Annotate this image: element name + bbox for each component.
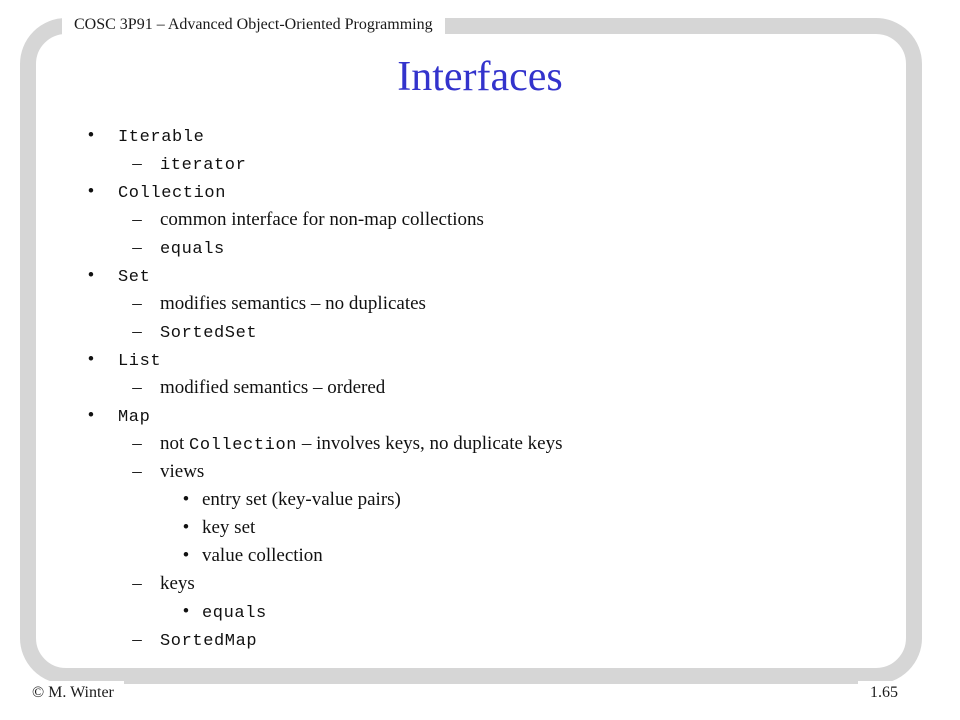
list-item-keys [132, 570, 195, 598]
list-item-collection-equals [132, 234, 225, 262]
bullet-marker: • [87, 125, 95, 146]
item-text: Map [118, 408, 151, 427]
item-code: Collection [189, 436, 298, 455]
bullet-marker: • [87, 405, 95, 426]
item-text: key set [202, 517, 256, 538]
bullet-marker: • [87, 181, 95, 202]
page-number: 1.65 [858, 681, 908, 705]
dash-marker: – [132, 321, 142, 342]
list-item-sortedmap [132, 626, 258, 654]
bullet-marker: • [87, 349, 95, 370]
dash-marker: – [132, 293, 142, 314]
item-text: not [160, 433, 190, 454]
item-text: common interface for non-map collections [160, 209, 484, 230]
slide-title: Interfaces [397, 54, 563, 100]
dash-marker: – [132, 461, 142, 482]
item-text: equals [160, 240, 225, 259]
dash-marker: – [132, 433, 142, 454]
item-text: – involves keys, no duplicate keys [297, 433, 563, 454]
item-text: SortedSet [160, 324, 258, 343]
list-item-iterable [87, 122, 205, 150]
course-header: COSC 3P91 – Advanced Object-Oriented Programming [62, 12, 445, 38]
item-text: modified semantics – ordered [160, 377, 386, 398]
dash-marker: – [132, 237, 142, 258]
list-item-map [87, 402, 151, 430]
item-text: Iterable [118, 128, 205, 147]
list-item-key-set [182, 514, 256, 542]
dash-marker: – [132, 629, 142, 650]
list-item-keys-equals [182, 598, 267, 626]
item-text: List [118, 352, 162, 371]
list-item-list [87, 346, 162, 374]
list-item-collection [87, 178, 227, 206]
item-text: value collection [202, 545, 323, 566]
list-item-sortedset [132, 318, 258, 346]
list-item-value-collection [182, 542, 323, 570]
item-text: SortedMap [160, 632, 258, 651]
author-footer: © M. Winter [30, 681, 124, 705]
dash-marker: – [132, 209, 142, 230]
list-item-set-desc [132, 290, 426, 318]
item-text: Set [118, 268, 151, 287]
item-text: views [160, 461, 205, 482]
bullet-marker: • [182, 517, 190, 538]
list-item-collection-desc [132, 206, 484, 234]
list-item-set [87, 262, 151, 290]
item-text: equals [202, 604, 267, 623]
item-text: modifies semantics – no duplicates [160, 293, 426, 314]
list-item-list-desc [132, 374, 386, 402]
item-text: keys [160, 573, 195, 594]
bullet-marker: • [182, 601, 190, 622]
item-text: iterator [160, 156, 247, 175]
item-text: Collection [118, 184, 227, 203]
dash-marker: – [132, 377, 142, 398]
dash-marker: – [132, 573, 142, 594]
list-item-iterator [132, 150, 247, 178]
list-item-entry-set [182, 486, 401, 514]
bullet-marker: • [182, 489, 190, 510]
list-item-views [132, 458, 205, 486]
bullet-marker: • [182, 545, 190, 566]
bullet-marker: • [87, 265, 95, 286]
dash-marker: – [132, 153, 142, 174]
list-item-map-desc [132, 430, 563, 458]
item-text: entry set (key-value pairs) [202, 489, 401, 510]
